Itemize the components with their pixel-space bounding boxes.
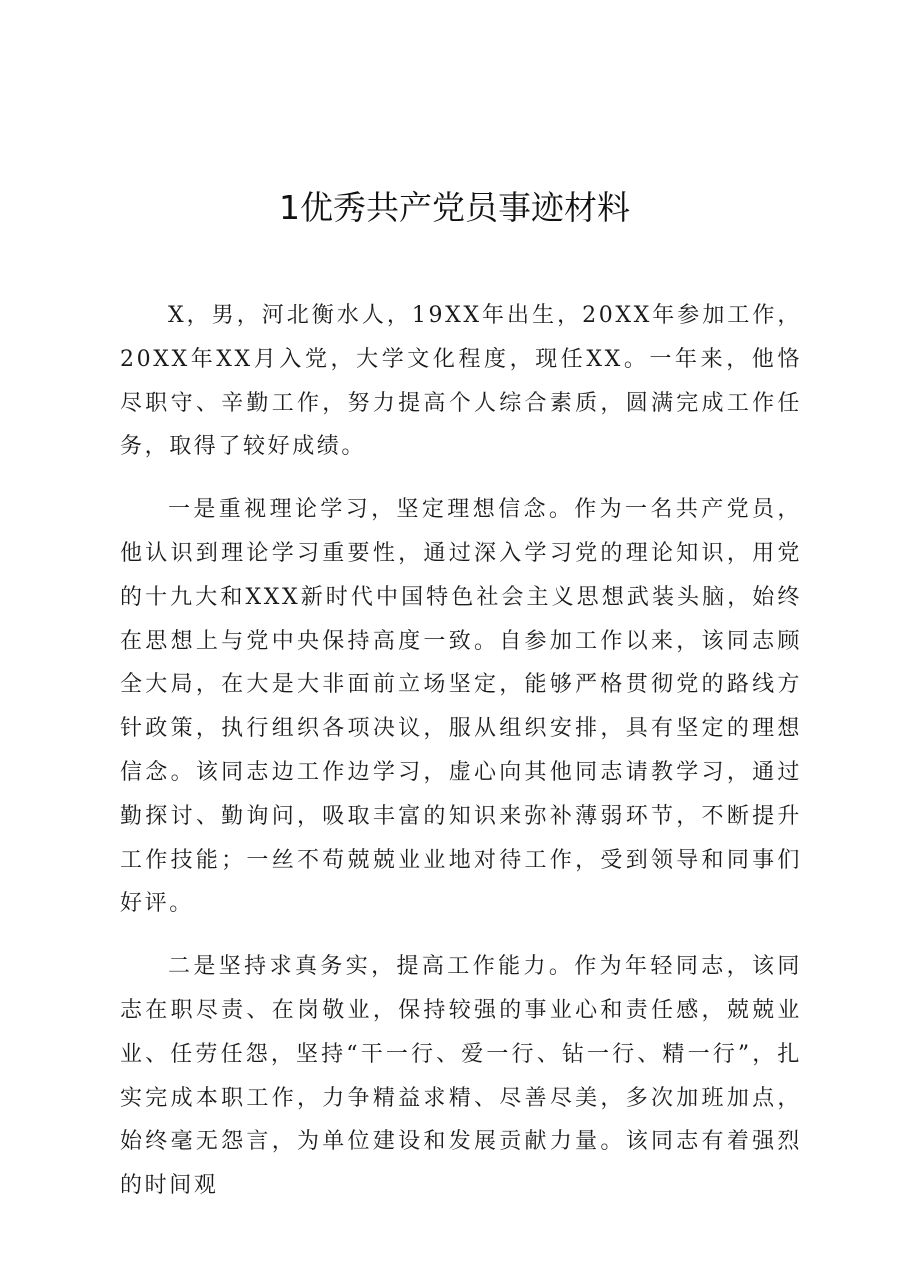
document-body [120, 294, 802, 1227]
paragraph-work-ability: 二是坚持求真务实，提高工作能力。作为年轻同志，该同志在职尽责、在岗敬业，保持较强的事业心和责任感，兢兢业业、任劳任怨，坚持“干一行、爱一行、钻一行、精一行”，扎实完成本职工作，力争精益求精、尽善尽美，多次加班加点，始终毫无怨言，为单位建设和发展贡献力量。该同志有着强烈的时间观 [120, 954, 802, 1199]
paragraph-theory-study: 一是重视理论学习，坚定理想信念。作为一名共产党员，他认识到理论学习重要性，通过深入学习党的理论知识，用党的十九大和XXX新时代中国特色社会主义思想武装头脑，始终在思想上与党中央保持高度一致。自参加工作以来，该同志顾全大局，在大是大非面前立场坚定，能够严格贯彻党的路线方针政策，执行组织各项决议，服从组织安排，具有坚定的理想信念。该同志边工作边学习，虚心向其他同志请教学习，通过勤探讨、勤询问，吸取丰富的知识来弥补薄弱环节，不断提升工作技能；一丝不苟兢兢业业地对待工作，受到领导和同事们好评。 [120, 497, 802, 917]
paragraph-intro: X，男，河北衡水人，19XX年出生，20XX年参加工作，20XX年XX月入党，大学文化程度，现任XX。一年来，他恪尽职守、辛勤工作，努力提高个人综合素质，圆满完成工作任务，取得了较好成绩。 [120, 303, 802, 460]
document-title: 1优秀共产党员事迹材料 [279, 188, 630, 227]
